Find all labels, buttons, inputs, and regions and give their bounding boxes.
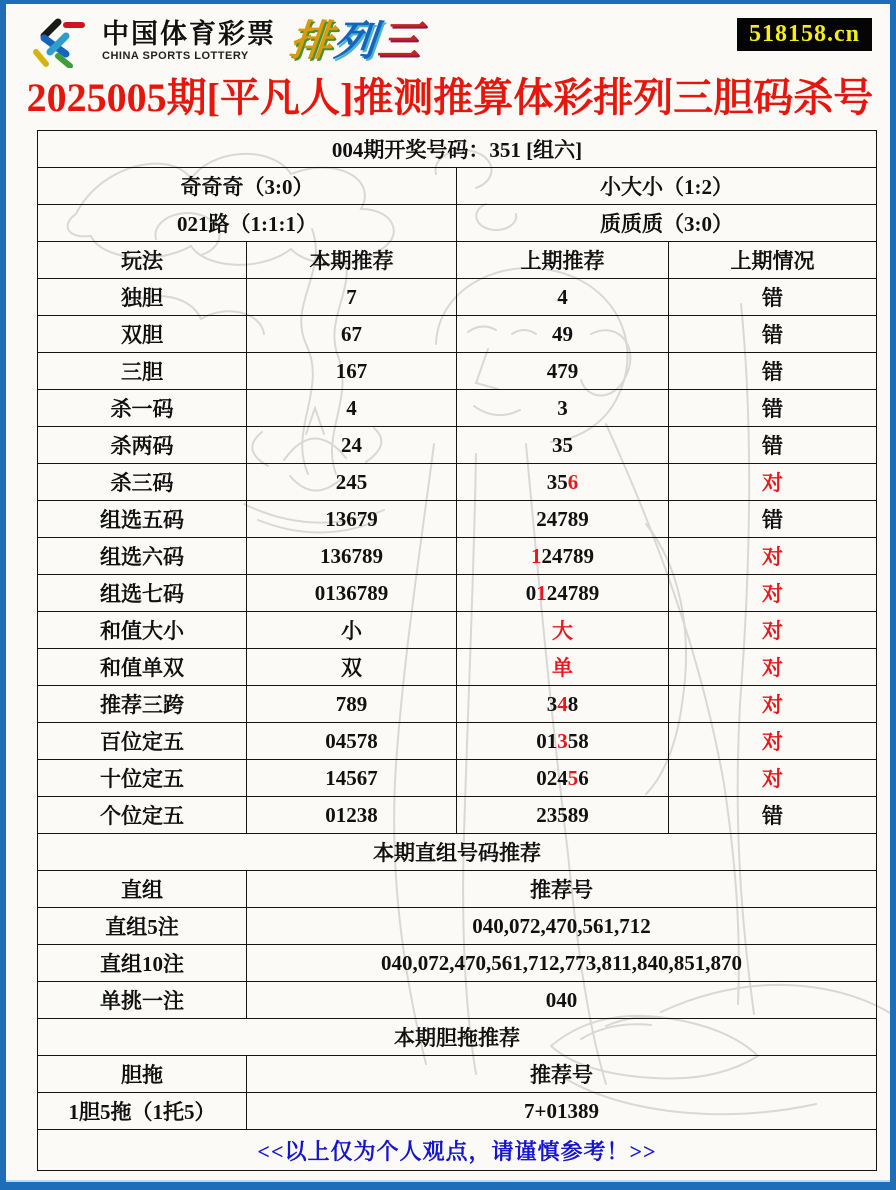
- summary-row-2: [38, 205, 877, 242]
- prediction-table: [37, 130, 876, 1171]
- prev-recommend: 24789: [457, 501, 669, 538]
- dantuo-header-row: [38, 1056, 877, 1093]
- col-header-prev: 上期推荐: [457, 242, 669, 279]
- col-header-result: 上期情况: [669, 242, 877, 279]
- table-row: [38, 575, 877, 612]
- current-recommend: 167: [247, 353, 457, 390]
- prev-recommend: 大: [457, 612, 669, 649]
- current-recommend: 7: [247, 279, 457, 316]
- table-row: [38, 353, 877, 390]
- prev-result: 对: [669, 575, 877, 612]
- current-recommend: 14567: [247, 760, 457, 797]
- current-recommend: 04578: [247, 723, 457, 760]
- table-row: [38, 612, 877, 649]
- prev-result: 错: [669, 353, 877, 390]
- direct-section-title: 本期直组号码推荐: [38, 834, 877, 871]
- play-type: 个位定五: [38, 797, 247, 834]
- prev-result: 错: [669, 279, 877, 316]
- size-summary: 小大小（1:2）: [457, 168, 877, 205]
- prev-result: 对: [669, 723, 877, 760]
- current-recommend: 245: [247, 464, 457, 501]
- current-recommend: 136789: [247, 538, 457, 575]
- prev-recommend: 4: [457, 279, 669, 316]
- prev-result: 对: [669, 538, 877, 575]
- prev-result: 错: [669, 797, 877, 834]
- header: [28, 14, 876, 70]
- prev-recommend: 49: [457, 316, 669, 353]
- page-title: 2025005期[平凡人]推测推算体彩排列三胆码杀号: [26, 75, 874, 120]
- table-row: [38, 797, 877, 834]
- play-type: 百位定五: [38, 723, 247, 760]
- route-summary: 021路（1:1:1）: [38, 205, 457, 242]
- prev-result: 错: [669, 501, 877, 538]
- prev-recommend: 479: [457, 353, 669, 390]
- dantuo-col2-header: 推荐号: [247, 1056, 877, 1093]
- table-row: [38, 982, 877, 1019]
- brand-name-en: CHINA SPORTS LOTTERY: [102, 49, 249, 62]
- draw-info: 004期开奖号码：351 [组六]: [38, 131, 877, 168]
- current-recommend: 789: [247, 686, 457, 723]
- play-type: 十位定五: [38, 760, 247, 797]
- prev-recommend: 124789: [457, 538, 669, 575]
- play-type: 双胆: [38, 316, 247, 353]
- current-recommend: 13679: [247, 501, 457, 538]
- summary-row-1: [38, 168, 877, 205]
- site-badge: 518158.cn: [737, 18, 872, 51]
- prev-recommend: 单: [457, 649, 669, 686]
- col-header-play: 玩法: [38, 242, 247, 279]
- dantuo-row-label: 1胆5拖（1托5）: [38, 1093, 247, 1130]
- table-row: [38, 501, 877, 538]
- prev-recommend: 0124789: [457, 575, 669, 612]
- table-row: [38, 1093, 877, 1130]
- current-recommend: 0136789: [247, 575, 457, 612]
- direct-row-value: 040: [247, 982, 877, 1019]
- play-type: 和值大小: [38, 612, 247, 649]
- direct-col1-header: 直组: [38, 871, 247, 908]
- play-type: 独胆: [38, 279, 247, 316]
- prime-summary: 质质质（3:0）: [457, 205, 877, 242]
- brand-name-cn: 中国体育彩票: [102, 18, 276, 49]
- prev-recommend: 3: [457, 390, 669, 427]
- prev-recommend: 348: [457, 686, 669, 723]
- table-row: [38, 908, 877, 945]
- table-row: [38, 760, 877, 797]
- play-type: 杀一码: [38, 390, 247, 427]
- direct-row-label: 直组10注: [38, 945, 247, 982]
- table-row: [38, 279, 877, 316]
- table-row: [38, 723, 877, 760]
- parity-summary: 奇奇奇（3:0）: [38, 168, 457, 205]
- direct-row-value: 040,072,470,561,712,773,811,840,851,870: [247, 945, 877, 982]
- brand-game-name: 排列三: [287, 17, 425, 64]
- prev-recommend: 356: [457, 464, 669, 501]
- dantuo-section-title: 本期胆拖推荐: [38, 1019, 877, 1056]
- play-type: 组选七码: [38, 575, 247, 612]
- play-type: 组选五码: [38, 501, 247, 538]
- play-type: 杀三码: [38, 464, 247, 501]
- table-row: [38, 686, 877, 723]
- play-type: 杀两码: [38, 427, 247, 464]
- current-recommend: 小: [247, 612, 457, 649]
- prev-result: 对: [669, 464, 877, 501]
- prev-result: 错: [669, 427, 877, 464]
- dantuo-col1-header: 胆拖: [38, 1056, 247, 1093]
- table-row: [38, 649, 877, 686]
- disclaimer-row: [38, 1130, 877, 1171]
- prev-recommend: 01358: [457, 723, 669, 760]
- direct-section-title-row: [38, 834, 877, 871]
- current-recommend: 24: [247, 427, 457, 464]
- table-row: [38, 538, 877, 575]
- brand-text: [102, 18, 276, 62]
- direct-col2-header: 推荐号: [247, 871, 877, 908]
- current-recommend: 双: [247, 649, 457, 686]
- current-recommend: 01238: [247, 797, 457, 834]
- header-row: [38, 242, 877, 279]
- direct-row-label: 直组5注: [38, 908, 247, 945]
- col-header-current: 本期推荐: [247, 242, 457, 279]
- prev-result: 对: [669, 612, 877, 649]
- bottom-frame-bar: [6, 1180, 890, 1190]
- prev-recommend: 35: [457, 427, 669, 464]
- table-row: [38, 427, 877, 464]
- direct-row-value: 040,072,470,561,712: [247, 908, 877, 945]
- table-row: [38, 464, 877, 501]
- play-type: 组选六码: [38, 538, 247, 575]
- dantuo-row-value: 7+01389: [247, 1093, 877, 1130]
- direct-row-label: 单挑一注: [38, 982, 247, 1019]
- play-type: 三胆: [38, 353, 247, 390]
- current-recommend: 67: [247, 316, 457, 353]
- table-row: [38, 316, 877, 353]
- prev-result: 错: [669, 390, 877, 427]
- draw-info-row: [38, 131, 877, 168]
- table-row: [38, 945, 877, 982]
- dantuo-section-title-row: [38, 1019, 877, 1056]
- direct-header-row: [38, 871, 877, 908]
- lottery-figure-icon: [28, 14, 94, 68]
- prev-recommend: 02456: [457, 760, 669, 797]
- prev-recommend: 23589: [457, 797, 669, 834]
- current-recommend: 4: [247, 390, 457, 427]
- prev-result: 对: [669, 760, 877, 797]
- disclaimer-note: <<以上仅为个人观点，请谨慎参考！>>: [38, 1130, 877, 1171]
- play-type: 推荐三跨: [38, 686, 247, 723]
- play-type: 和值单双: [38, 649, 247, 686]
- prev-result: 对: [669, 686, 877, 723]
- table-row: [38, 390, 877, 427]
- prev-result: 对: [669, 649, 877, 686]
- prev-result: 错: [669, 316, 877, 353]
